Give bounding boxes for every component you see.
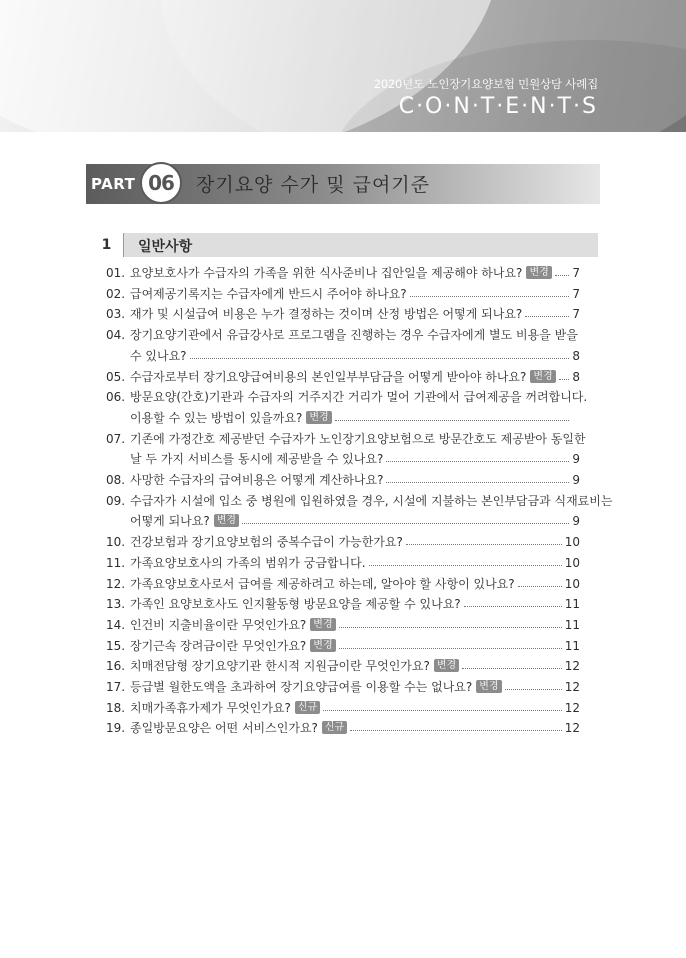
toc-entry-text: 수 있나요? (130, 349, 187, 363)
toc-entry-number: 18. (106, 700, 126, 715)
toc-page-number: 10 (564, 534, 580, 549)
toc-entry-line[interactable] (106, 408, 580, 427)
toc-entry-number: 01. (106, 265, 126, 280)
toc-page-number: 7 (572, 265, 580, 280)
dot-leader (323, 710, 562, 711)
toc-entry-number: 07. (106, 431, 126, 446)
status-badge: 신규 (322, 721, 347, 734)
dot-leader (386, 482, 569, 483)
toc-entry-line[interactable] (106, 284, 580, 303)
toc-entry-line[interactable] (106, 636, 580, 655)
dot-leader (462, 668, 562, 669)
toc-entry-text: 사망한 수급자의 급여비용은 어떻게 계산하나요? (130, 473, 384, 487)
dot-leader (518, 586, 562, 587)
toc-entry-number: 15. (106, 638, 126, 653)
toc-entry-number: 14. (106, 617, 126, 632)
toc-entry-line[interactable] (106, 491, 613, 510)
toc-entry-number: 16. (106, 658, 126, 673)
dot-leader (339, 627, 562, 628)
toc-entry-text: 건강보험과 장기요양보험의 중복수급이 가능한가요? (130, 535, 403, 549)
toc-entry-text: 치매가족휴가제가 무엇인가요? (130, 701, 291, 715)
toc-entry-line[interactable] (106, 263, 580, 282)
toc-entry-text: 방문요양(간호)기관과 수급자의 거주지간 거리가 멀어 기관에서 급여제공을 꺼려합니다. (130, 390, 588, 404)
toc-entry-number: 11. (106, 555, 126, 570)
toc-page-number: 9 (572, 451, 580, 466)
toc-entry-line[interactable] (106, 511, 580, 530)
status-badge: 변경 (306, 411, 331, 424)
toc-entry-line[interactable] (106, 677, 580, 696)
status-badge: 변경 (310, 618, 335, 631)
dot-leader (190, 358, 569, 359)
toc-page-number: 10 (564, 555, 580, 570)
toc-entry-text: 등급별 월한도액을 초과하여 장기요양급여를 이용할 수는 없나요? (130, 680, 473, 694)
toc-entry-text: 요양보호사가 수급자의 가족을 위한 식사준비나 집안일을 제공해야 하나요? (130, 266, 523, 280)
toc-page-number: 10 (564, 576, 580, 591)
book-subtitle: 2020년도 노인장기요양보험 민원상담 사례집 (373, 77, 598, 91)
toc-entry-text: 가족인 요양보호사도 인지활동형 방문요양을 제공할 수 있나요? (130, 597, 461, 611)
toc-entry-line[interactable] (106, 574, 580, 593)
toc-entry-line[interactable] (106, 429, 586, 448)
dot-leader (406, 544, 562, 545)
toc-page-number: 12 (564, 658, 580, 673)
toc-entry-text: 치매전담형 장기요양기관 한시적 지원금이란 무엇인가요? (130, 659, 430, 673)
status-badge: 변경 (214, 514, 239, 527)
toc-entry-number: 08. (106, 472, 126, 487)
toc-entry-line[interactable] (106, 387, 588, 406)
part-number: 06 (148, 171, 174, 195)
toc-entry-line[interactable] (106, 346, 580, 365)
status-badge: 변경 (310, 639, 335, 652)
toc-entry-text: 기존에 가정간호 제공받던 수급자가 노인장기요양보험으로 방문간호도 제공받아 동일한 (130, 432, 586, 446)
toc-entry-line[interactable] (106, 553, 580, 572)
toc-entry-line[interactable] (106, 718, 580, 737)
toc-entry-number: 19. (106, 720, 126, 735)
dot-leader (386, 461, 569, 462)
toc-entry-line[interactable] (106, 325, 580, 344)
toc-entry-text: 어떻게 되나요? (130, 514, 210, 528)
toc-entry-number: 03. (106, 306, 126, 321)
toc-entry-text: 날 두 가지 서비스를 동시에 제공받을 수 있나요? (130, 452, 384, 466)
dot-leader (464, 606, 562, 607)
toc-entry-number: 05. (106, 369, 126, 384)
toc-entry-number: 13. (106, 596, 126, 611)
toc-page-number: 12 (564, 679, 580, 694)
section-title: 일반사항 (138, 239, 193, 255)
toc-entry-text: 가족요양보호사로서 급여를 제공하려고 하는데, 알아야 할 사항이 있나요? (130, 577, 515, 591)
dot-leader (350, 730, 562, 731)
toc-entry-number: 17. (106, 679, 126, 694)
toc-page-number: 11 (564, 638, 580, 653)
toc-page-number: 12 (564, 720, 580, 735)
toc-entry-line[interactable] (106, 656, 580, 675)
toc-entry-text: 수급자가 시설에 입소 중 병원에 입원하였을 경우, 시설에 지불하는 본인부담금과 식재료비는 (130, 494, 613, 508)
part-label: PART (91, 175, 136, 193)
toc-entry-line[interactable] (106, 470, 580, 489)
toc-entry-number: 12. (106, 576, 126, 591)
toc-page-number: 9 (572, 472, 580, 487)
toc-entry-text: 재가 및 시설급여 비용은 누가 결정하는 것이며 산정 방법은 어떻게 되나요? (130, 307, 523, 321)
toc-entry-number: 10. (106, 534, 126, 549)
dot-leader (335, 420, 569, 421)
toc-page-number: 8 (572, 369, 580, 384)
dot-leader (559, 379, 569, 380)
toc-entry-line[interactable] (106, 304, 580, 323)
toc-entry-line[interactable] (106, 594, 580, 613)
toc-entry-text: 가족요양보호사의 가족의 범위가 궁금합니다. (130, 556, 366, 570)
toc-entry-text: 수급자로부터 장기요양급여비용의 본인일부부담금을 어떻게 받아야 하나요? (130, 370, 527, 384)
dot-leader (555, 275, 569, 276)
toc-entry-text: 이용할 수 있는 방법이 있을까요? (130, 411, 303, 425)
status-badge: 신규 (295, 701, 320, 714)
dot-leader (410, 296, 569, 297)
dot-leader (242, 523, 569, 524)
toc-entry-line[interactable] (106, 698, 580, 717)
contents-heading: C·O·N·T·E·N·T·S (398, 94, 598, 119)
toc-entry-text: 장기근속 장려금이란 무엇인가요? (130, 639, 307, 653)
toc-entry-number: 02. (106, 286, 126, 301)
toc-page-number: 7 (572, 286, 580, 301)
toc-page-number: 11 (564, 596, 580, 611)
toc-entry-line[interactable] (106, 367, 580, 386)
toc-page-number: 12 (564, 700, 580, 715)
toc-page-number: 9 (572, 513, 580, 528)
status-badge: 변경 (434, 659, 459, 672)
toc-entry-line[interactable] (106, 449, 580, 468)
toc-entry-text: 종일방문요양은 어떤 서비스인가요? (130, 721, 318, 735)
dot-leader (339, 648, 562, 649)
status-badge: 변경 (530, 370, 555, 383)
toc-page-number: 7 (572, 306, 580, 321)
toc-entry-line[interactable] (106, 615, 580, 634)
section-number: 1 (90, 233, 124, 257)
toc-entry-text: 급여제공기록지는 수급자에게 반드시 주어야 하나요? (130, 287, 407, 301)
part-title: 장기요양 수가 및 급여기준 (196, 174, 431, 196)
toc-entry-text: 장기요양기관에서 유급강사로 프로그램을 진행하는 경우 수급자에게 별도 비용을 받을 (130, 328, 578, 342)
toc-entry-line[interactable] (106, 532, 580, 551)
status-badge: 변경 (526, 266, 551, 279)
page-header-banner (0, 0, 686, 132)
toc-entry-text: 인건비 지출비율이란 무엇인가요? (130, 618, 307, 632)
dot-leader (525, 316, 569, 317)
dot-leader (369, 565, 562, 566)
toc-entry-number: 06. (106, 389, 126, 404)
toc-entry-number: 09. (106, 493, 126, 508)
toc-page-number: 11 (564, 617, 580, 632)
status-badge: 변경 (476, 680, 501, 693)
toc-entry-number: 04. (106, 327, 126, 342)
dot-leader (505, 689, 562, 690)
toc-page-number: 8 (572, 348, 580, 363)
